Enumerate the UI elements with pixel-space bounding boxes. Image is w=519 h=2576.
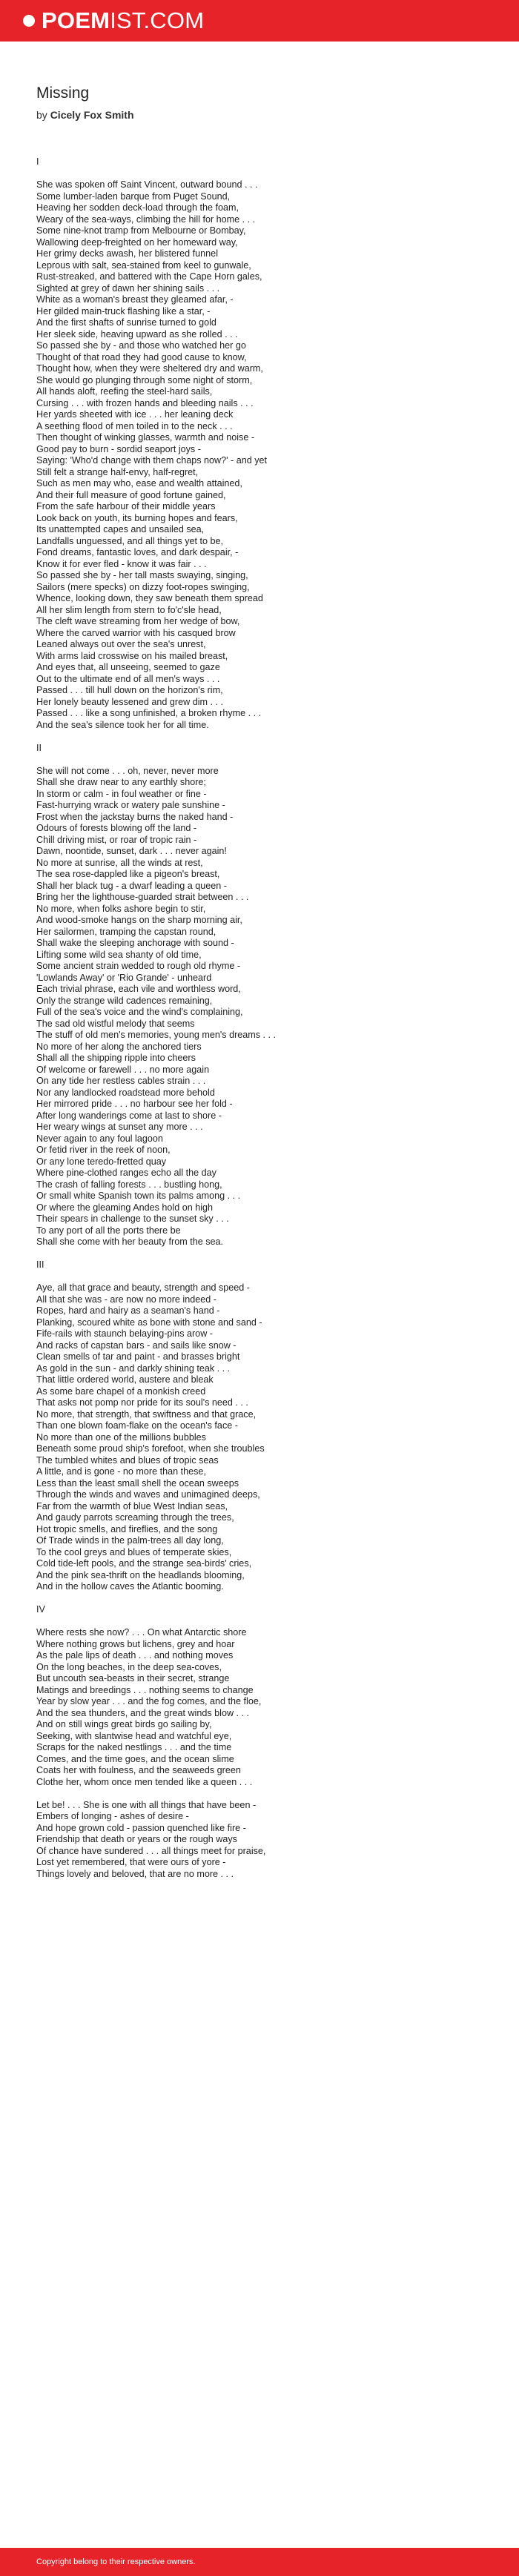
poem-line: And in the hollow caves the Atlantic booming. [36, 1581, 224, 1592]
poem-line: No more at sunrise, all the winds at rest, [36, 857, 203, 868]
poem-line: 'Lowlands Away' or 'Rio Grande' - unheard [36, 972, 212, 983]
poem-line: Ropes, hard and hairy as a seaman's hand - [36, 1305, 220, 1316]
poem-line: Odours of forests blowing off the land - [36, 823, 197, 833]
poem-line: To any port of all the ports there be [36, 1225, 181, 1236]
poem-line: Cold tide-left pools, and the strange sea-birds' cries, [36, 1558, 252, 1569]
stanza-spacer [36, 168, 496, 180]
poem-line: Bring her the lighthouse-guarded strait between . . . [36, 892, 249, 902]
poem-line: Leaned always out over the sea's unrest, [36, 639, 206, 649]
poem-line: Embers of longing - ashes of desire - [36, 1811, 189, 1821]
header-bar [0, 0, 519, 42]
poem-line: Hot tropic smells, and fireflies, and the song [36, 1523, 218, 1534]
poem-line: Friendship that death or years or the rough ways [36, 1834, 237, 1844]
poem-line: Her yards sheeted with ice . . . her leaning deck [36, 409, 234, 420]
poem-line: Shall she come with her beauty from the sea. [36, 1236, 224, 1247]
poem-line: White as a woman's breast they gleamed afar, - [36, 294, 234, 305]
poem-line: No more, that strength, that swiftness and that grace, [36, 1408, 257, 1420]
poem-line: Saying: 'Who'd change with them chaps now?' - and yet [36, 455, 268, 466]
poem-line: Never again to any foul lagoon [36, 1133, 163, 1144]
poem-line: Where the carved warrior with his casqued brow [36, 627, 236, 638]
poem-line: All hands aloft, reefing the steel-hard sails, [36, 386, 213, 397]
poem-line: Dawn, noontide, sunset, dark . . . never again! [36, 846, 227, 856]
poem-line: Fast-hurrying wrack or watery pale sunshine - [36, 800, 225, 810]
poem-line: Full of the sea's voice and the wind's complaining, [36, 1007, 243, 1017]
poem-line: As some bare chapel of a monkish creed [36, 1385, 206, 1397]
poem-line: Of chance have sundered . . . all things meet for praise, [36, 1845, 266, 1856]
poem-line: Her lonely beauty lessened and grew dim . . . [36, 696, 224, 707]
poem-line: From the safe harbour of their middle years [36, 501, 216, 511]
poem-line: Her gilded main-truck flashing like a star, - [36, 305, 211, 317]
stanza-spacer [36, 1271, 496, 1283]
poem-line: Or any lone teredo-fretted quay [36, 1156, 167, 1167]
poem-line: Far from the warmth of blue West Indian seas, [36, 1500, 228, 1512]
poem-line: The crash of falling forests . . . bustling hong, [36, 1179, 222, 1190]
poem-line: So passed she by - her tall masts swaying, singing, [36, 570, 248, 580]
copyright-text: Copyright belong to their respective owners. [36, 2557, 196, 2566]
poem-line: Then thought of winking glasses, warmth and noise - [36, 432, 255, 443]
poem-line: Rust-streaked, and battered with the Cape Horn gales, [36, 271, 262, 282]
stanza-spacer [36, 754, 496, 766]
poem-line: The cleft wave streaming from her wedge of bow, [36, 616, 240, 626]
poem-line: Her sleek side, heaving upward as she rolled . . . [36, 328, 238, 340]
poem-line: As gold in the sun - and darkly shining teak . . . [36, 1363, 231, 1374]
poem-line: Some ancient strain wedded to rough old rhyme - [36, 961, 241, 971]
poem-line: Her grimy decks awash, her blistered funnel [36, 248, 218, 259]
poem-line: Passed . . . like a song unfinished, a broken rhyme . . . [36, 708, 262, 718]
poem-line: Scraps for the naked nestlings . . . and the time [36, 1742, 232, 1752]
poem-line: With arms laid crosswise on his mailed breast, [36, 650, 228, 661]
poem-line: A little, and is gone - no more than these, [36, 1466, 206, 1477]
poem-line: The sad old wistful melody that seems [36, 1018, 195, 1029]
poem-line: Clean smells of tar and paint - and brasses bright [36, 1351, 240, 1362]
poem-line: Frost when the jackstay burns the naked hand - [36, 811, 234, 822]
poem-line: On the long beaches, in the deep sea-coves, [36, 1661, 222, 1672]
poem-line: That little ordered world, austere and bleak [36, 1374, 214, 1385]
poem-line: Each trivial phrase, each vile and worthless word, [36, 984, 241, 994]
section-numeral: II [36, 742, 42, 753]
poem-line: Heaving her sodden deck-load through the foam, [36, 202, 239, 213]
poem-line: No more than one of the millions bubbles [36, 1431, 206, 1443]
poem-line: Her sailormen, tramping the capstan round, [36, 926, 216, 937]
poem-line: Her mirrored pride . . . no harbour see her fold - [36, 1099, 233, 1109]
stanza-spacer [36, 1616, 496, 1628]
section-numeral: III [36, 1259, 44, 1270]
poem-line: Shall she draw near to any earthly shore; [36, 777, 206, 787]
poem-line: And the first shafts of sunrise turned to gold [36, 317, 216, 328]
poem-line: All her slim length from stern to fo'c'sle head, [36, 604, 222, 615]
poem-line: Some lumber-laden barque from Puget Sound, [36, 191, 231, 202]
poem-line: No more, when folks ashore begin to stir, [36, 903, 206, 914]
poem-line: Thought how, when they were sheltered dry and warm, [36, 363, 263, 374]
poem-line: Lost yet remembered, that were ours of yore - [36, 1857, 226, 1867]
byline [36, 109, 134, 121]
poem-line: And racks of capstan bars - and sails like snow - [36, 1340, 237, 1351]
section-numeral: IV [36, 1604, 45, 1615]
poem-line: And their full measure of good fortune gained, [36, 489, 226, 500]
poem-line: Shall all the shipping ripple into cheers [36, 1053, 196, 1063]
poem-line: Her weary wings at sunset any more . . . [36, 1122, 203, 1132]
stanza-spacer [36, 1593, 496, 1605]
poem-line: Leprous with salt, sea-stained from keel to gunwale, [36, 259, 251, 271]
poem-line: She would go plunging through some night of storm, [36, 374, 253, 385]
poem-line: As the pale lips of death . . . and nothing moves [36, 1650, 234, 1661]
poem-line: Where nothing grows but lichens, grey and hoar [36, 1638, 235, 1649]
poem-line: No more of her along the anchored tiers [36, 1041, 202, 1052]
poem-line: Aye, all that grace and beauty, strength and speed - [36, 1282, 250, 1293]
poem-line: But uncouth sea-beasts in their secret, strange [36, 1673, 230, 1683]
poem-line: Fond dreams, fantastic loves, and dark despair, - [36, 547, 239, 557]
poem-line: Passed . . . till hull down on the horizon's rim, [36, 685, 223, 695]
poem-line: Good pay to burn - sordid seaport joys - [36, 443, 201, 454]
poem-line: Cursing . . . with frozen hands and bleeding nails . . . [36, 397, 254, 408]
footer-bar [0, 2548, 519, 2576]
poem-line: And gaudy parrots screaming through the trees, [36, 1512, 234, 1523]
poem-line: Beneath some proud ship's forefoot, when she troubles [36, 1443, 265, 1454]
poem-line: Wallowing deep-freighted on her homeward way, [36, 236, 238, 248]
poem-line: Landfalls unguessed, and all things yet to be, [36, 535, 224, 546]
poem-line: Out to the ultimate end of all men's ways . . . [36, 673, 220, 684]
poem-line: Year by slow year . . . and the fog comes, and the floe, [36, 1696, 262, 1706]
poemist-logo-icon[interactable] [22, 14, 36, 27]
poem-line: And wood-smoke hangs on the sharp morning air, [36, 915, 242, 925]
poem-line: And the pink sea-thrift on the headlands blooming, [36, 1569, 245, 1580]
stanza-spacer [36, 1248, 496, 1260]
poem-line: And on still wings great birds go sailing by, [36, 1719, 212, 1729]
poem-line: Shall wake the sleeping anchorage with sound - [36, 938, 234, 948]
poem-line: Still felt a strange half-envy, half-regret, [36, 466, 199, 477]
poem-line: Where rests she now? . . . On what Antarctic shore [36, 1627, 247, 1638]
poem-line: All that she was - are now no more indeed - [36, 1294, 216, 1305]
logo-text-bold: POEM [42, 7, 110, 33]
poem-line: The sea rose-dappled like a pigeon's breast, [36, 869, 220, 879]
poem-body [36, 156, 496, 1880]
poem-line: Things lovely and beloved, that are no more . . . [36, 1868, 234, 1879]
poem-line: Planking, scoured white as bone with stone and sand - [36, 1317, 262, 1328]
poem-line: And eyes that, all unseeing, seemed to gaze [36, 662, 220, 672]
poem-line: Thought of that road they had good cause to know, [36, 351, 247, 362]
poem-line: Shall her black tug - a dwarf leading a queen - [36, 880, 227, 891]
poem-line: Than one blown foam-flake on the ocean's face - [36, 1420, 238, 1431]
poem-line: Through the winds and waves and unimagined deeps, [36, 1489, 260, 1500]
poem-line: Less than the least small shell the ocean sweeps [36, 1477, 239, 1489]
poem-line: Or small white Spanish town its palms among . . . [36, 1191, 241, 1201]
author-name[interactable]: Cicely Fox Smith [50, 109, 134, 121]
poem-line: Look back on youth, its burning hopes and fears, [36, 512, 238, 523]
poem-line: Sailors (mere specks) on dizzy foot-ropes swinging, [36, 581, 250, 592]
poem-line: In storm or calm - in foul weather or fine - [36, 788, 207, 799]
poem-line: Or fetid river in the reek of noon, [36, 1145, 171, 1155]
poem-line: Of Trade winds in the palm-trees all day long, [36, 1535, 224, 1546]
poem-line: Some nine-knot tramp from Melbourne or Bombay, [36, 225, 246, 236]
poem-line: A seething flood of men toiled in to the neck . . . [36, 420, 233, 431]
poem-line: And hope grown cold - passion quenched like fire - [36, 1822, 246, 1833]
poem-line: And the sea's silence took her for all time. [36, 719, 209, 730]
by-label: by [36, 109, 47, 121]
poem-line: Seeking, with slantwise head and watchful eye, [36, 1730, 232, 1741]
poem-line: Coats her with foulness, and the seaweeds green [36, 1765, 241, 1775]
poem-line: Where pine-clothed ranges echo all the day [36, 1168, 216, 1178]
poem-line: Comes, and the time goes, and the ocean slime [36, 1753, 234, 1764]
poem-line: Matings and breedings . . . nothing seems to change [36, 1684, 254, 1695]
poem-line: Or where the gleaming Andes hold on high [36, 1202, 214, 1213]
poem-line: Clothe her, whom once men tended like a queen . . . [36, 1776, 253, 1787]
poem-line: Its unattempted capes and unsailed sea, [36, 524, 205, 534]
poem-line: On any tide her restless cables strain . . . [36, 1076, 206, 1086]
stanza-spacer [36, 731, 496, 743]
poem-line: Whence, looking down, they saw beneath them spread [36, 593, 263, 603]
stanza-spacer [36, 1788, 496, 1800]
poem-line: She will not come . . . oh, never, never more [36, 765, 219, 776]
poem-line: Fife-rails with staunch belaying-pins arow - [36, 1328, 213, 1339]
poem-line: Let be! . . . She is one with all things that have been - [36, 1799, 257, 1810]
poem-line: Chill driving mist, or roar of tropic rain - [36, 834, 197, 845]
logo-text-light: IST.COM [110, 7, 205, 33]
poem-line: Lifting some wild sea shanty of old time, [36, 949, 202, 960]
poem-line: So passed she by - and those who watched her go [36, 340, 246, 351]
poem-line: Such as men may who, ease and wealth attained, [36, 478, 242, 489]
poem-line: Weary of the sea-ways, climbing the hill for home . . . [36, 213, 256, 225]
poem-line: Of welcome or farewell . . . no more again [36, 1064, 210, 1075]
poem-line: Nor any landlocked roadstead more behold [36, 1087, 215, 1098]
poem-line: The tumbled whites and blues of tropic seas [36, 1454, 219, 1466]
poem-line: To the cool greys and blues of temperate skies, [36, 1546, 232, 1557]
poem-line: After long wanderings come at last to shore - [36, 1110, 222, 1121]
poem-title: Missing [36, 85, 90, 102]
poem-line: She was spoken off Saint Vincent, outward bound . . . [36, 179, 258, 190]
poem-line: Sighted at grey of dawn her shining sails . . . [36, 282, 220, 294]
poem-line: Know it for ever fled - know it was fair . . . [36, 558, 207, 569]
section-numeral: I [36, 156, 39, 167]
poem-line: Only the strange wild cadences remaining, [36, 995, 213, 1006]
poem-line: Their spears in challenge to the sunset sky . . . [36, 1213, 229, 1224]
poem-line: And the sea thunders, and the great winds blow . . . [36, 1707, 250, 1718]
poem-line: That asks not pomp nor pride for its soul's need . . . [36, 1397, 248, 1408]
site-logo[interactable] [42, 0, 204, 42]
poem-line: The stuff of old men's memories, young men's dreams . . . [36, 1030, 277, 1040]
